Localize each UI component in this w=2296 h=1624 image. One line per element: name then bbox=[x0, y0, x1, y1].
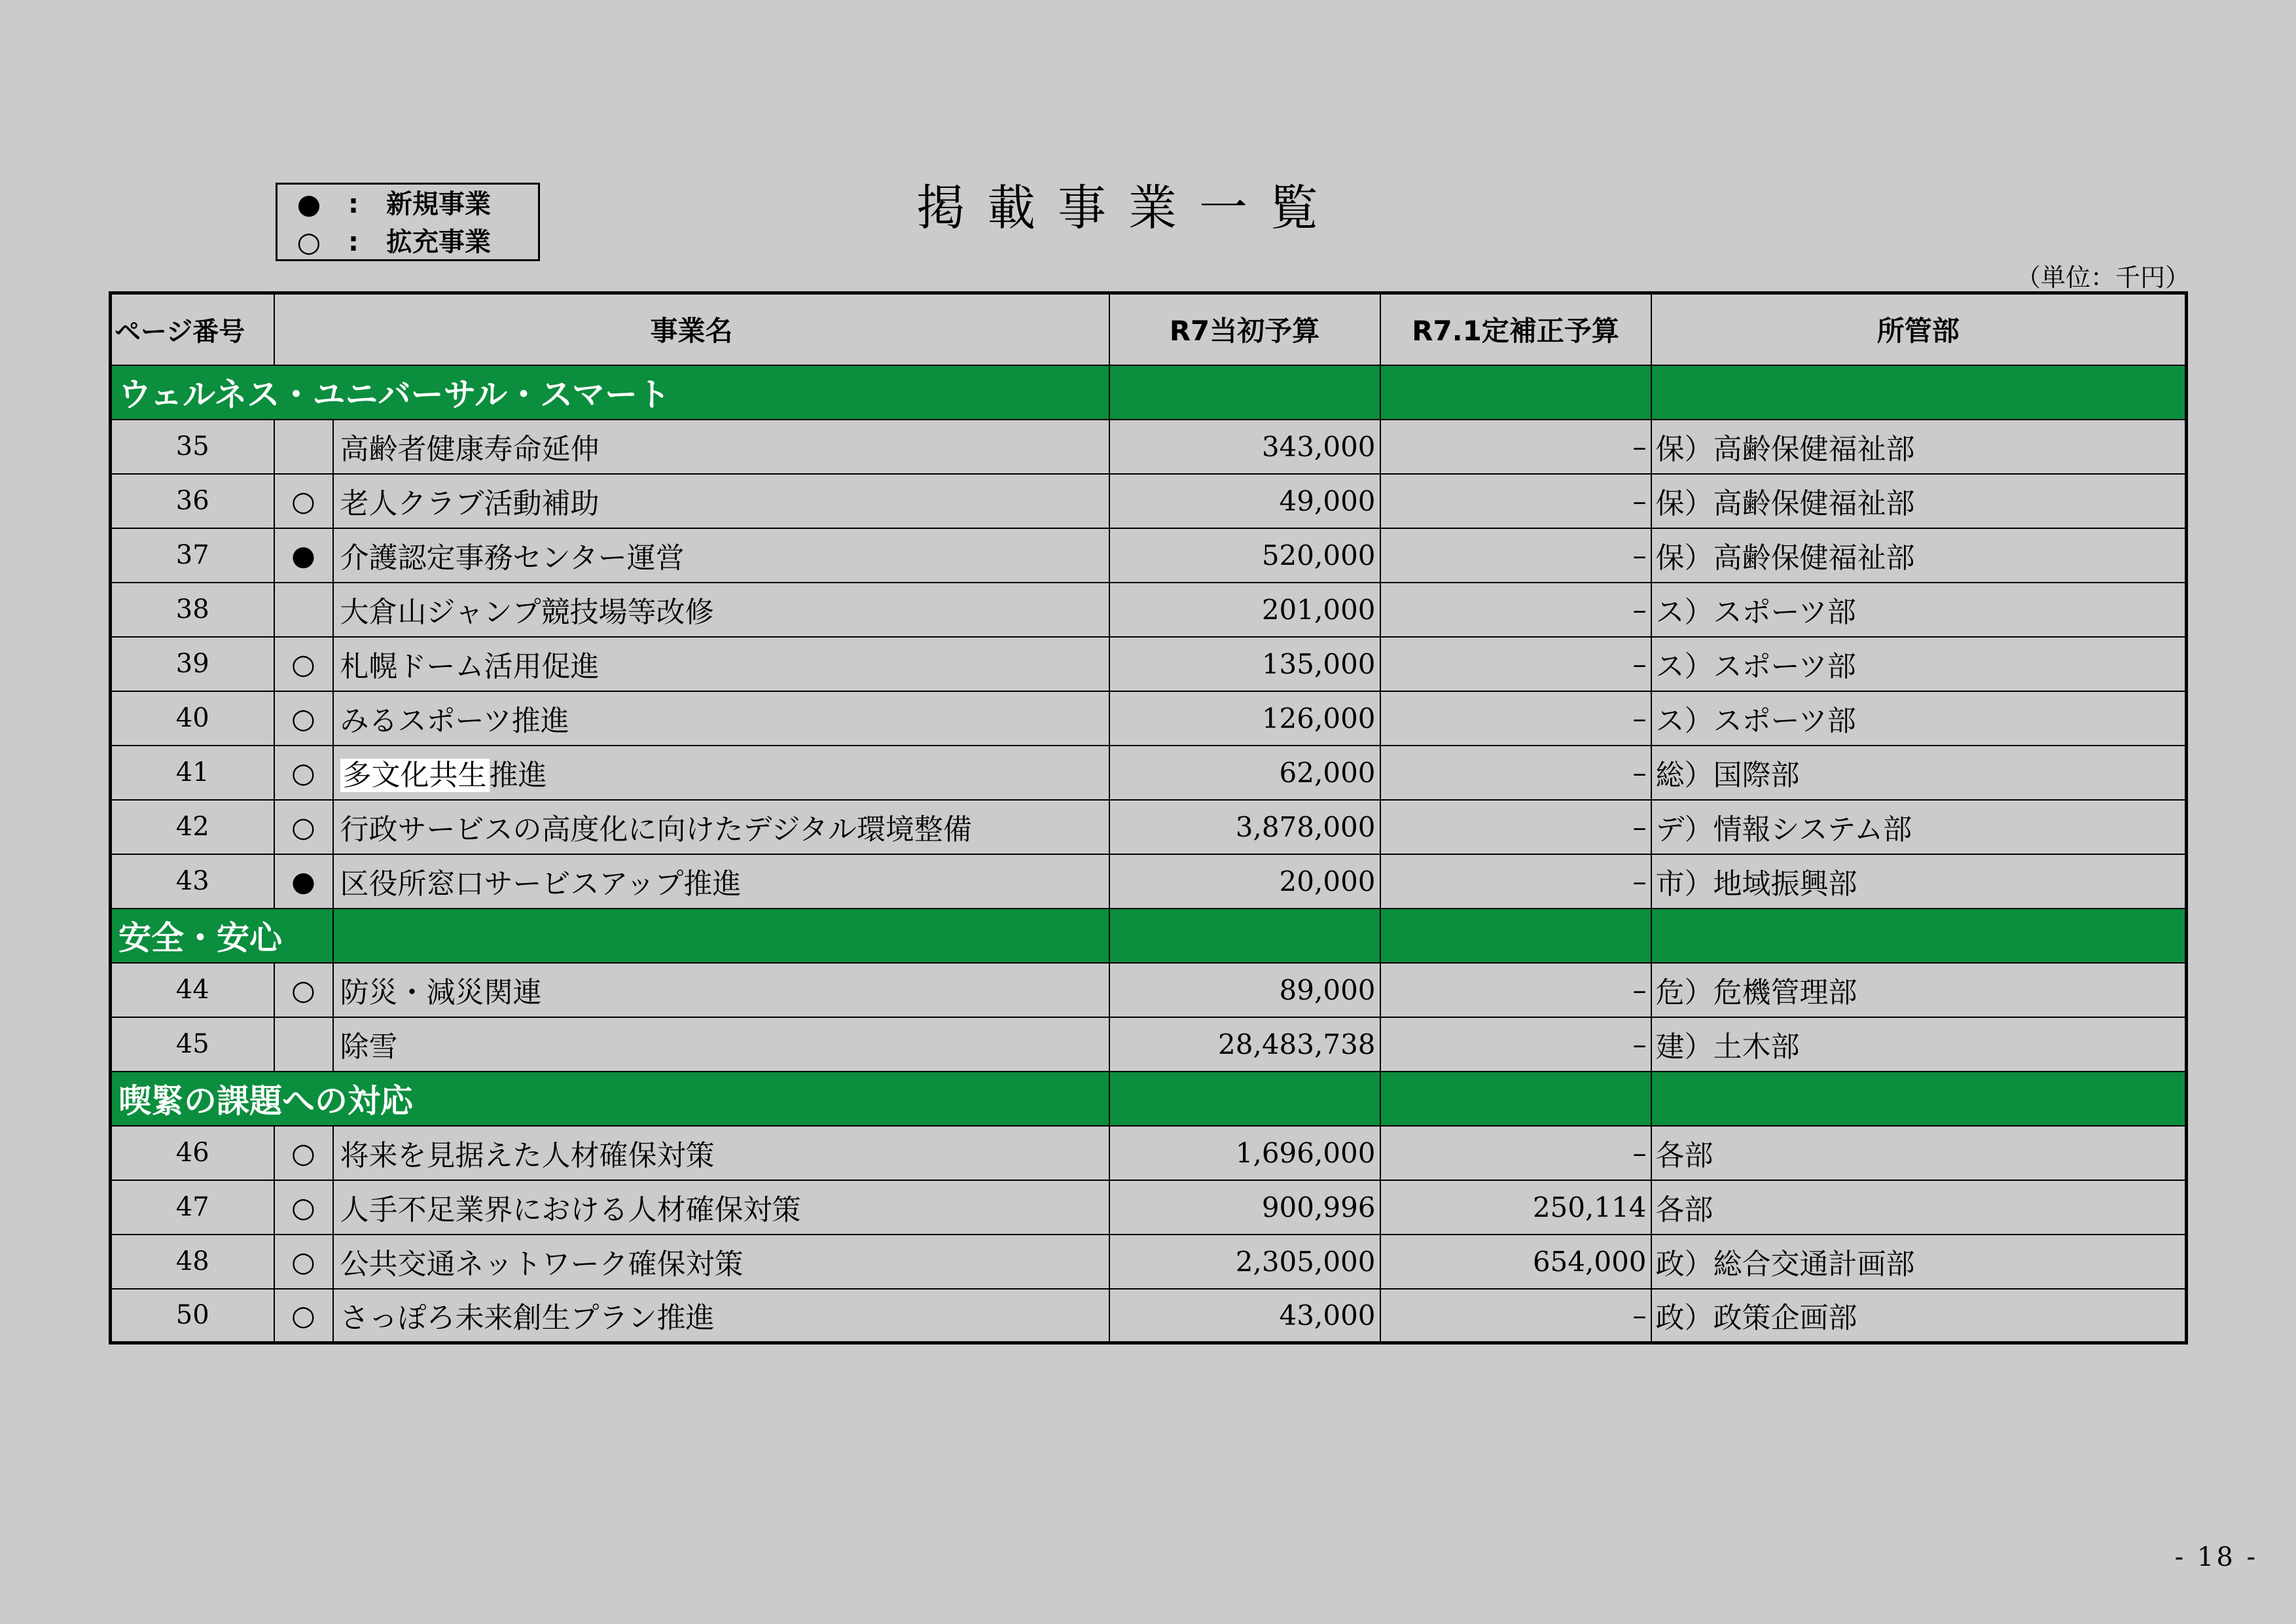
section-row bbox=[111, 909, 2187, 963]
status-mark: ○ bbox=[274, 800, 333, 854]
table-row: 39 ○ 札幌ドーム活用促進 135,000 – ス）スポーツ部 bbox=[111, 637, 2187, 691]
unit-note: （単位：千円） bbox=[2016, 263, 2191, 292]
status-mark: ○ bbox=[274, 474, 333, 528]
table-row: 36 ○ 老人クラブ活動補助 49,000 – 保）高齢保健福祉部 bbox=[111, 474, 2187, 528]
status-mark: ○ bbox=[274, 1289, 333, 1343]
filled-circle-icon: ● bbox=[296, 188, 321, 220]
legend-box: ● : 新規事業 ○ : 拡充事業 bbox=[276, 183, 540, 261]
status-mark: ○ bbox=[274, 1180, 333, 1235]
table-row: 35 高齢者健康寿命延伸 343,000 – 保）高齢保健福祉部 bbox=[111, 420, 2187, 474]
table-row: 47 ○ 人手不足業界における人材確保対策 900,996 250,114 各部 bbox=[111, 1180, 2187, 1235]
section-label: ウェルネス・ユニバーサル・スマート bbox=[111, 365, 1109, 420]
section-label: 喫緊の課題への対応 bbox=[111, 1072, 1109, 1126]
section-row bbox=[111, 1072, 2187, 1126]
table-row: 44 ○ 防災・減災関連 89,000 – 危）危機管理部 bbox=[111, 963, 2187, 1017]
table-row: 46 ○ 将来を見据えた人材確保対策 1,696,000 – 各部 bbox=[111, 1126, 2187, 1180]
open-circle-icon: ○ bbox=[296, 226, 321, 258]
header-name: 事業名 bbox=[274, 293, 1109, 365]
section-label: 安全・安心 bbox=[111, 909, 333, 963]
status-mark: ● bbox=[274, 854, 333, 909]
status-mark: ○ bbox=[274, 637, 333, 691]
table-row: 45 除雪 28,483,738 – 建）土木部 bbox=[111, 1017, 2187, 1072]
page-number: - 18 - bbox=[2174, 1542, 2258, 1572]
project-table bbox=[109, 291, 2188, 1344]
header-r7-1-budget: R7.1定補正予算 bbox=[1380, 293, 1651, 365]
status-mark: ● bbox=[274, 528, 333, 583]
status-mark: ○ bbox=[274, 1235, 333, 1289]
status-mark: ○ bbox=[274, 746, 333, 800]
legend-expanded-label: 拡充事業 bbox=[386, 227, 491, 257]
legend-new-label: 新規事業 bbox=[386, 189, 491, 219]
status-mark bbox=[274, 420, 333, 474]
status-mark: ○ bbox=[274, 691, 333, 746]
status-mark bbox=[274, 583, 333, 637]
page-title: 掲載事業一覧 bbox=[916, 180, 1340, 236]
header-dept: 所管部 bbox=[1651, 293, 2187, 365]
status-mark bbox=[274, 1017, 333, 1072]
table-row: 43 ● 区役所窓口サービスアップ推進 20,000 – 市）地域振興部 bbox=[111, 854, 2187, 909]
status-mark: ○ bbox=[274, 963, 333, 1017]
table-row: 42 ○ 行政サービスの高度化に向けたデジタル環境整備 3,878,000 – デ）情報システム部 bbox=[111, 800, 2187, 854]
table-row: 38 大倉山ジャンプ競技場等改修 201,000 – ス）スポーツ部 bbox=[111, 583, 2187, 637]
header-page: ページ番号 bbox=[111, 293, 274, 365]
table-header bbox=[111, 293, 2187, 365]
table-row: 41 ○ 多文化共生推進 62,000 – 総）国際部 bbox=[111, 746, 2187, 800]
table-row: 37 ● 介護認定事務センター運営 520,000 – 保）高齢保健福祉部 bbox=[111, 528, 2187, 583]
section-row bbox=[111, 365, 2187, 420]
status-mark: ○ bbox=[274, 1126, 333, 1180]
table-row: 48 ○ 公共交通ネットワーク確保対策 2,305,000 654,000 政）総合交通計画部 bbox=[111, 1235, 2187, 1289]
highlighted-text: 多文化共生 bbox=[340, 759, 490, 792]
table-row: 40 ○ みるスポーツ推進 126,000 – ス）スポーツ部 bbox=[111, 691, 2187, 746]
table-row: 50 ○ さっぽろ未来創生プラン推進 43,000 – 政）政策企画部 bbox=[111, 1289, 2187, 1343]
header-r7-budget: R7当初予算 bbox=[1109, 293, 1380, 365]
